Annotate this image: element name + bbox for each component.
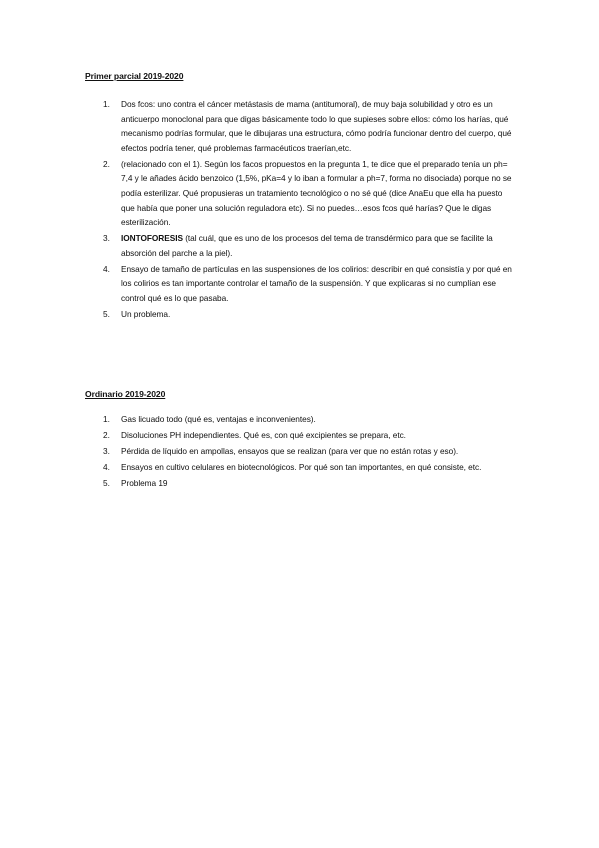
question-text: Pérdida de líquido en ampollas, ensayos que se realizan (para ver que no están rotas y eso). xyxy=(121,445,459,456)
question-text: Ensayo de tamaño de partículas en las suspensiones de los colirios: describir en qué consistía y por qué en los colirios es tan importante controlar el tamaño de la suspensión. Y que explicaras si no cumplían ese control qué es lo que pasaba. xyxy=(121,263,512,303)
question-keyword: IONTOFORESIS xyxy=(121,233,183,244)
question-text: Problema 19 xyxy=(121,477,168,488)
question-number: 5. xyxy=(103,308,110,319)
question-item xyxy=(0,97,599,155)
question-number: 2. xyxy=(103,429,110,440)
question-item xyxy=(0,444,599,459)
question-number: 1. xyxy=(103,414,110,424)
question-number: 3. xyxy=(103,445,110,456)
section-title-ordinario: Ordinario 2019-2020 xyxy=(85,389,166,399)
question-item xyxy=(0,231,599,260)
question-text: Disoluciones PH independientes. Qué es, con qué excipientes se prepara, etc. xyxy=(121,429,406,440)
question-text: Ensayos en cultivo celulares en biotecnológicos. Por qué son tan importantes, en qué consiste, etc. xyxy=(121,461,482,472)
question-text: (relacionado con el 1). Según los facos propuestos en la pregunta 1, te dice que el preparado tenía un ph= 7,4 y le añades ácido benzoico (1,5%, pKa=4 y lo iban a formular a ph=7, forma no disociada) porque no se podía esterilizar. Qué propusieras un tratamiento tecnológico o no sé qué (dice AnaEu que ella ha puesto que había que poner una solución reguladora etc). Si no puedes…esos fcos qué harías? Que le digas esterilización. xyxy=(121,158,512,228)
question-list-ordinario xyxy=(0,412,599,492)
question-text: Gas licuado todo (qué es, ventajas e inconvenientes). xyxy=(121,414,316,424)
question-text: (tal cuál, que es uno de los procesos del tema de transdérmico para que se facilite la absorción del parche a la piel). xyxy=(121,233,493,258)
question-text: Un problema. xyxy=(121,308,171,319)
question-number: 1. xyxy=(103,99,110,109)
question-text: Dos fcos: uno contra el cáncer metástasis de mama (antitumoral), de muy baja solubilidad y otro es un anticuerpo monoclonal para que digas básicamente todo lo que supieses sobre ellos: cómo los harías, qué mecanismo podrías formular, que le dibujaras una estructura, cómo podría funcionar dentro del cuerpo, qué efectos podría tener, qué problemas farmacéuticos traerían,etc. xyxy=(121,99,512,153)
question-list-primer-parcial xyxy=(0,97,599,323)
question-number: 4. xyxy=(103,263,110,274)
question-item xyxy=(0,262,599,306)
question-item xyxy=(0,157,599,230)
question-number: 3. xyxy=(103,233,110,244)
question-item xyxy=(0,307,599,322)
question-item xyxy=(0,476,599,491)
question-number: 5. xyxy=(103,477,110,488)
question-number: 4. xyxy=(103,461,110,472)
section-title-primer-parcial: Primer parcial 2019-2020 xyxy=(85,71,184,81)
question-number: 2. xyxy=(103,158,110,169)
question-item xyxy=(0,412,599,427)
question-item xyxy=(0,460,599,475)
question-item xyxy=(0,428,599,443)
